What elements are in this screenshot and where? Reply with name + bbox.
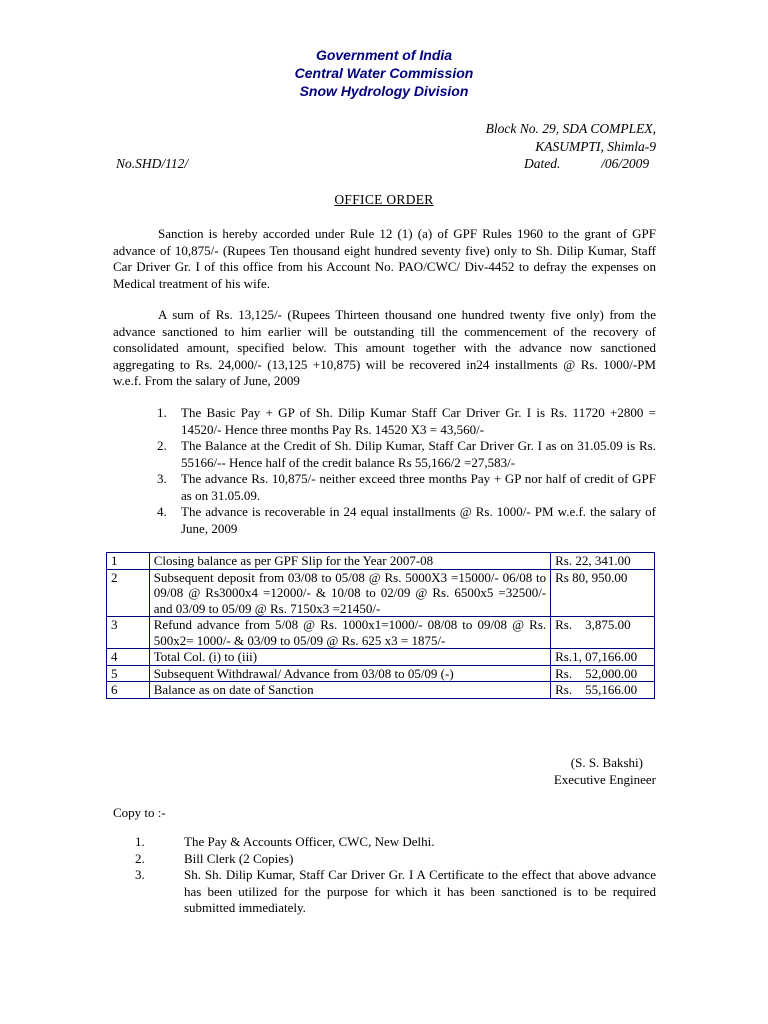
dated-label: Dated. xyxy=(524,156,561,171)
list-number: 2. xyxy=(157,438,167,453)
row-number: 5 xyxy=(107,665,150,682)
letterhead-line-government: Government of India xyxy=(315,47,453,63)
signatory-designation: Executive Engineer xyxy=(553,772,656,787)
calculation-points xyxy=(113,405,656,537)
list-number: 1. xyxy=(135,834,145,849)
list-number: 3. xyxy=(157,471,167,486)
list-number: 2. xyxy=(135,850,145,866)
list-text: The advance is recoverable in 24 equal installments @ Rs. 1000/- PM w.e.f. the salary of June, 2009 xyxy=(181,504,656,536)
signatory-name: (S. S. Bakshi) xyxy=(570,755,643,770)
list-item xyxy=(113,504,656,537)
table-row xyxy=(107,553,655,570)
row-description: Balance as on date of Sanction xyxy=(149,682,550,699)
row-number: 6 xyxy=(107,682,150,699)
row-description: Subsequent deposit from 03/08 to 05/08 @ Rs. 5000X3 =15000/- 06/08 to 09/08 @ Rs3000x4 =12000/- & 10/08 to 02/09 @ Rs. 6500x5 =32500/- and 03/09 to 05/09 @ Rs. 7150x3 =21450/- xyxy=(149,569,550,617)
address-line-2: KASUMPTI, Shimla-9 xyxy=(535,139,656,154)
table-row xyxy=(107,649,655,666)
list-item xyxy=(113,851,656,868)
row-amount: Rs. 55,166.00 xyxy=(551,682,655,699)
table-row xyxy=(107,617,655,649)
row-amount: Rs 80, 950.00 xyxy=(551,569,655,617)
sanction-paragraph xyxy=(113,226,656,292)
list-text: The Pay & Accounts Officer, CWC, New Delhi. xyxy=(184,834,435,849)
row-number: 2 xyxy=(107,569,150,617)
letterhead-line-division: Snow Hydrology Division xyxy=(299,83,469,99)
paragraph-text: A sum of Rs. 13,125/- (Rupees Thirteen thousand one hundred twenty five only) from the advance sanctioned to him earlier will be outstanding till the commencement of the recovery of consolidated amount, specified below. This amount together with the advance now sanctioned aggregating to Rs. 24,000/- (13,125 +10,875) will be recovered in24 installments @ Rs. 1000/-PM w.e.f. From the salary of June, 2009 xyxy=(113,307,656,388)
reference-number: No.SHD/112/ xyxy=(116,156,189,171)
list-number: 1. xyxy=(157,405,167,420)
row-number: 1 xyxy=(107,553,150,570)
list-item xyxy=(113,405,656,438)
list-text: The Balance at the Credit of Sh. Dilip Kumar, Staff Car Driver Gr. I as on 31.05.09 is Rs. 55166/-- Hence half of the credit balance Rs 55,166/2 =27,583/- xyxy=(181,438,656,470)
table-row xyxy=(107,682,655,699)
list-text: The Basic Pay + GP of Sh. Dilip Kumar Staff Car Driver Gr. I is Rs. 11720 +2800 = 14520/- Hence three months Pay Rs. 14520 X3 = 43,560/- xyxy=(181,405,656,437)
list-item xyxy=(113,438,656,471)
gpf-balance-table xyxy=(106,552,655,699)
table-row xyxy=(107,665,655,682)
list-text: The advance Rs. 10,875/- neither exceed three months Pay + GP nor half of credit of GPF as on 31.05.09. xyxy=(181,471,656,503)
office-order-title: OFFICE ORDER xyxy=(334,192,434,207)
date-line xyxy=(524,156,649,173)
list-item xyxy=(113,471,656,504)
row-number: 3 xyxy=(107,617,150,649)
list-item xyxy=(113,867,656,917)
outstanding-paragraph xyxy=(113,307,656,390)
signature-block xyxy=(440,754,656,788)
row-description: Subsequent Withdrawal/ Advance from 03/08 to 05/09 (-) xyxy=(149,665,550,682)
row-number: 4 xyxy=(107,649,150,666)
list-number: 4. xyxy=(157,504,167,519)
address-line-1: Block No. 29, SDA COMPLEX, xyxy=(485,121,656,136)
copy-recipients xyxy=(113,834,656,917)
list-number: 3. xyxy=(135,867,145,882)
list-text: Sh. Sh. Dilip Kumar, Staff Car Driver Gr. I A Certificate to the effect that above advance has been utilized for the purpose for which it has been sanctioned is to be required submitted immediately. xyxy=(184,867,656,915)
copy-to-label: Copy to :- xyxy=(113,805,166,820)
row-description: Refund advance from 5/08 @ Rs. 1000x1=1000/- 08/08 to 09/08 @ Rs. 500x2= 1000/- & 03/09 to 05/09 @ Rs. 625 x3 = 1875/- xyxy=(149,617,550,649)
row-amount: Rs. 52,000.00 xyxy=(551,665,655,682)
paragraph-text: Sanction is hereby accorded under Rule 12 (1) (a) of GPF Rules 1960 to the grant of GPF advance of 10,875/- (Rupees Ten thousand eight hundred seventy five) only to Sh. Dilip Kumar, Staff Car Driver Gr. I of this office from his Account No. PAO/CWC/ Div-4452 to defray the expenses on Medical treatment of his wife. xyxy=(113,226,656,291)
office-address xyxy=(300,120,656,156)
letterhead xyxy=(0,46,768,100)
row-amount: Rs.1, 07,166.00 xyxy=(551,649,655,666)
table-row xyxy=(107,569,655,617)
row-description: Total Col. (i) to (iii) xyxy=(149,649,550,666)
row-amount: Rs. 22, 341.00 xyxy=(551,553,655,570)
list-item xyxy=(113,834,656,851)
row-description: Closing balance as per GPF Slip for the Year 2007-08 xyxy=(149,553,550,570)
dated-value: /06/2009 xyxy=(601,156,650,171)
row-amount: Rs. 3,875.00 xyxy=(551,617,655,649)
list-text: Bill Clerk (2 Copies) xyxy=(184,850,294,866)
letterhead-line-commission: Central Water Commission xyxy=(294,65,474,81)
